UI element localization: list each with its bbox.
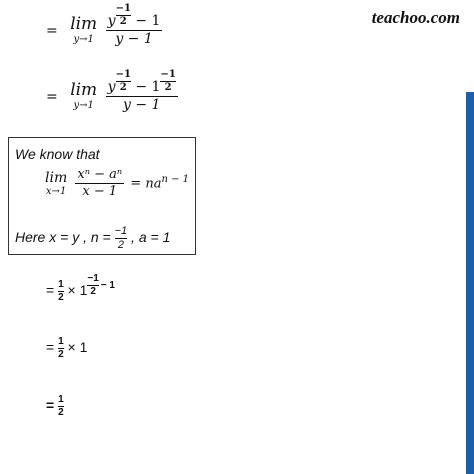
formula-n-num: −1 — [114, 225, 128, 237]
sidebar-accent-blue — [466, 92, 474, 474]
formula-here-tail: , a = 1 — [131, 229, 171, 246]
result-2-half-den: 2 — [58, 349, 64, 360]
formula-rhs-base: na — [145, 176, 162, 192]
sidebar-accent-bar — [466, 0, 474, 474]
result-3-equals: = — [46, 397, 55, 414]
result-2-half-num: 1 — [58, 336, 64, 347]
result-1-half — [58, 280, 64, 303]
teachoo-logo: teachoo.com — [371, 8, 460, 27]
step-2-exp-num: −1 — [115, 69, 131, 80]
result-1-times: × 1 — [67, 282, 88, 299]
step-1 — [46, 3, 162, 48]
formula-line — [45, 168, 189, 200]
step-2-exp2-num: −1 — [160, 69, 176, 80]
result-3 — [46, 395, 64, 418]
formula-fraction — [75, 168, 124, 200]
step-1-fraction — [106, 3, 163, 48]
result-2 — [46, 337, 87, 360]
step-2-lim-word: lim — [70, 80, 98, 101]
step-1-exp-num: −1 — [115, 3, 131, 14]
formula-numerator: xⁿ − aⁿ — [77, 167, 123, 182]
formula-box-title: We know that — [15, 146, 100, 162]
result-2-half — [58, 337, 64, 360]
formula-substitution — [15, 226, 170, 251]
result-1-half-num: 1 — [58, 279, 64, 290]
step-2-denominator: y − 1 — [122, 97, 161, 114]
result-3-half-den: 2 — [58, 407, 64, 418]
step-2-base: y — [107, 79, 116, 95]
formula-n-den: 2 — [117, 239, 124, 251]
step-2-fraction — [106, 69, 178, 114]
step-2-exponent — [116, 70, 131, 93]
result-2-times: × 1 — [67, 339, 88, 356]
formula-box — [8, 137, 196, 255]
formula-here-text: Here x = y , n = — [15, 229, 111, 246]
formula-lim-sub: x→1 — [45, 185, 67, 197]
step-1-numerator — [106, 3, 163, 30]
step-1-equals: = — [46, 22, 58, 39]
formula-lim-word: lim — [45, 169, 68, 186]
step-2-numerator — [106, 69, 178, 96]
step-2 — [46, 69, 178, 114]
step-2-exp2-den: 2 — [164, 82, 172, 93]
step-2-minus-one: − 1 — [135, 79, 161, 95]
result-1-exponent — [87, 274, 98, 297]
step-1-exponent — [116, 4, 131, 27]
result-1-exp-den: 2 — [90, 286, 96, 297]
result-1-exp-tail: − 1 — [100, 280, 115, 291]
formula-equals: = — [130, 176, 142, 192]
step-1-lim-sub: y→1 — [73, 34, 94, 46]
formula-denominator: x − 1 — [82, 184, 118, 200]
result-1-exp-num: −1 — [87, 273, 99, 284]
result-3-half-num: 1 — [58, 394, 64, 405]
step-2-equals: = — [46, 88, 58, 105]
result-2-equals: = — [46, 339, 55, 356]
step-1-denominator: y − 1 — [115, 31, 153, 48]
result-1 — [46, 273, 115, 303]
step-1-base: y — [107, 13, 116, 29]
result-1-half-den: 2 — [58, 292, 64, 303]
formula-rhs-exponent: n − 1 — [161, 173, 190, 185]
result-3-half — [58, 395, 64, 418]
step-2-lim-sub: y→1 — [73, 100, 94, 112]
step-2-exponent-2 — [160, 70, 175, 93]
step-1-minus-one: − 1 — [135, 13, 161, 29]
step-1-limit — [70, 16, 97, 45]
step-2-exp-den: 2 — [119, 82, 127, 93]
step-1-lim-word: lim — [70, 14, 98, 35]
formula-n-fraction — [115, 226, 128, 251]
step-2-limit — [70, 82, 97, 111]
step-1-exp-den: 2 — [119, 16, 127, 27]
result-1-equals: = — [46, 282, 55, 299]
formula-limit — [45, 171, 67, 197]
